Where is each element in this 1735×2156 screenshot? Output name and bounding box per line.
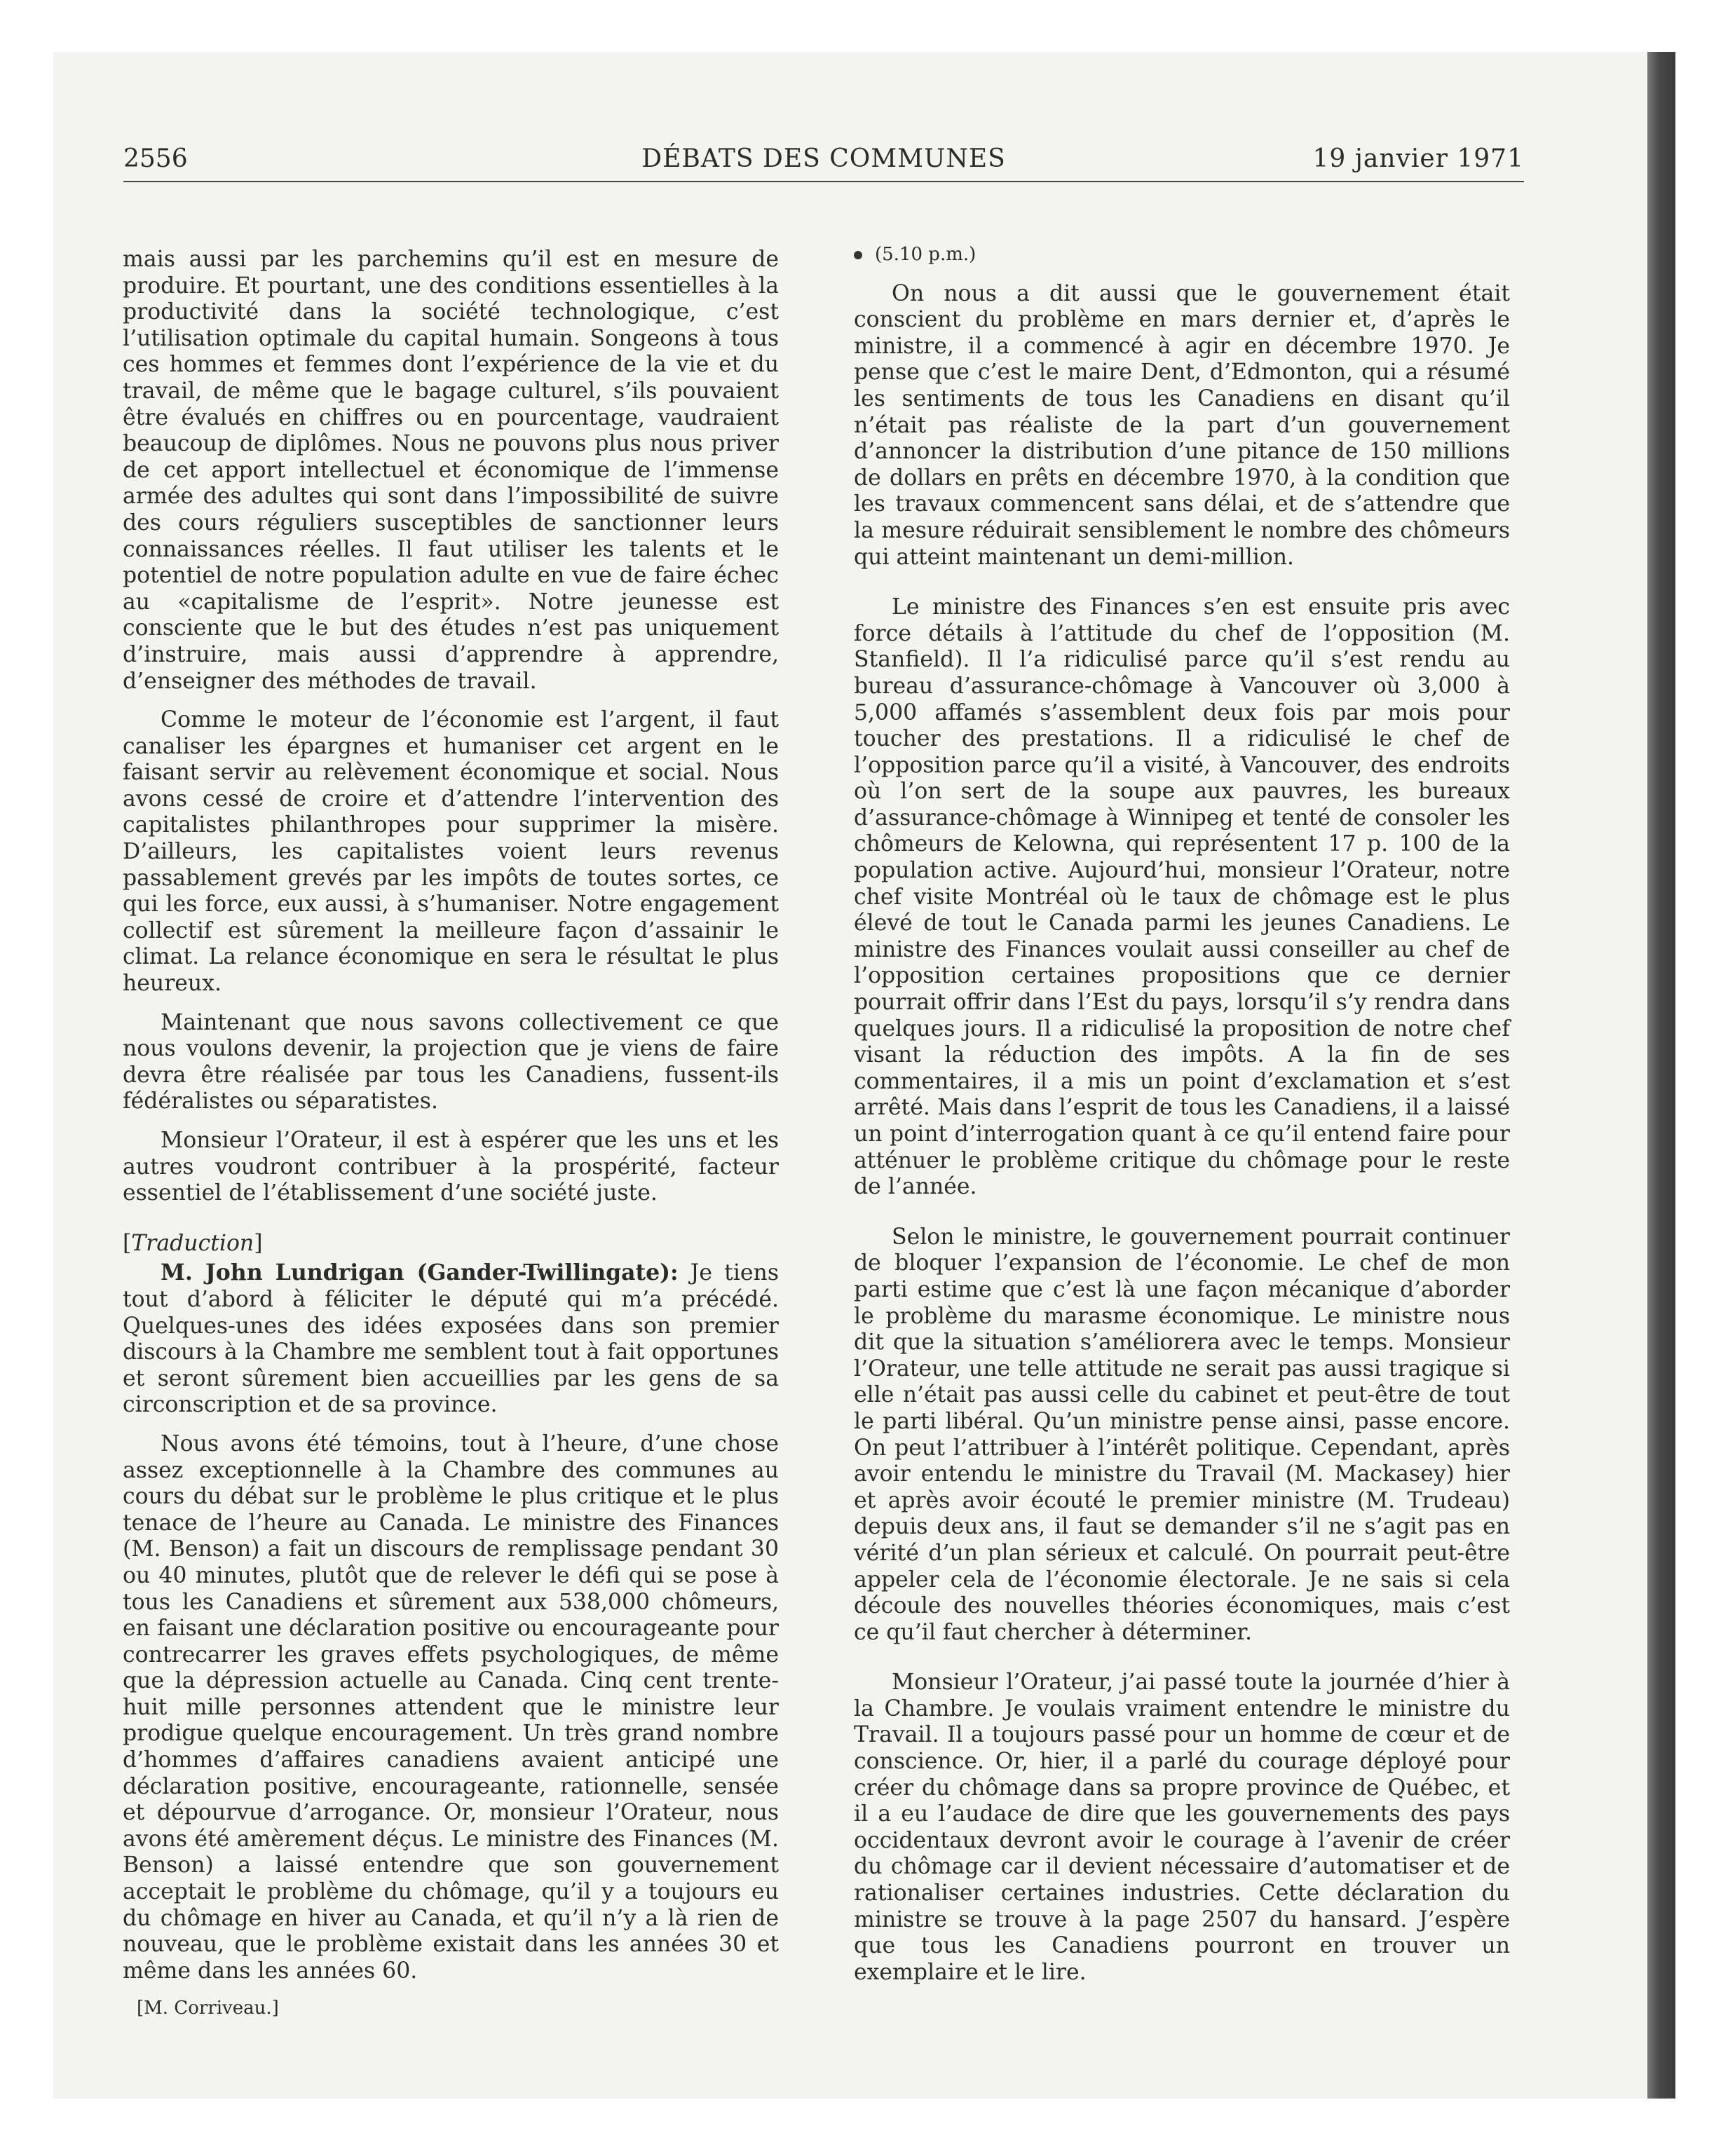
paragraph: On nous a dit aussi que le gouvernement était conscient du problème en mars dernier et, d’après le ministre, il a commencé à agir en décembre 1970. Je pense que c’est le maire Dent, d’Edmonton, qui a résumé les sentiments de tous les Canadiens en disant qu’il n’était pas réaliste de la part d’un gouvernement d’annoncer la distribution d’une pitance de 150 millions de dollars en prêts en décembre 1970, à la condition que les travaux commencent sans délai, et de s’attendre que la mesure réduirait sensiblement le nombre des chômeurs qui atteint maintenant un demi-million. [854, 280, 1510, 570]
paragraph: Nous avons été témoins, tout à l’heure, d’une chose assez exceptionnelle à la Chambre des communes au cours du débat sur le problème le plus critique et le plus tenace de l’heure au Canada. Le ministre des Finances (M. Benson) a fait un discours de remplissage pendant 30 ou 40 minutes, plutôt que de relever le défi qui se pose à tous les Canadiens et sûrement aux 538,000 chômeurs, en faisant une déclaration positive ou encourageante pour contrecarrer les graves effets psychologiques, de même que la dépression actuelle au Canada. Cinq cent trente-huit mille personnes attendent que le ministre leur prodigue quelque encouragement. Un très grand nombre d’hommes d’affaires canadiens avaient anticipé une déclaration positive, encourageante, rationnelle, sensée et dépourvue d’arrogance. Or, monsieur l’Orateur, nous avons été amèrement déçus. Le ministre des Finances (M. Benson) a laissé entendre que son gouvernement acceptait le problème du chômage, qu’il y a toujours eu du chômage en hiver au Canada, et qu’il n’y a là rien de nouveau, que le problème existait dans les années 30 et même dans les années 60. [123, 1431, 779, 1984]
translation-label: Traduction [131, 1230, 254, 1256]
publication-title: DÉBATS DES COMMUNES [641, 144, 1006, 173]
left-column [123, 247, 779, 2022]
translation-note: [Traduction] [123, 1230, 263, 1256]
paragraph: Le ministre des Finances s’en est ensuite pris avec force détails à l’attitude du chef de l’opposition (M. Stanfield). Il l’a ridiculisé parce qu’il s’est rendu au bureau d’assurance-chômage à Vancouver où 3,000 à 5,000 affamés s’assemblent deux fois par mois pour toucher des prestations. Il a ridiculisé le chef de l’opposition parce qu’il a visité, à Vancouver, des endroits où l’on sert de la soupe aux pauvres, les bureaux d’assurance-chômage à Winnipeg et tenté de consoler les chômeurs de Kelowna, qui représentent 17 p. 100 de la population active. Aujourd’hui, monsieur l’Orateur, notre chef visite Montréal où le taux de chômage est le plus élevé de tout le Canada parmi les jeunes Canadiens. Le ministre des Finances voulait aussi conseiller au chef de l’opposition certaines propositions que ce dernier pourrait offrir dans l’Est du pays, lorsqu’il s’y rendra dans quelques jours. Il a ridiculisé la proposition de notre chef visant la réduction des impôts. A la fin de ses commentaires, il a mis un point d’exclamation et s’est arrêté. Mais dans l’esprit de tous les Canadiens, il a laissé un point d’interrogation quant à ce qu’il entend faire pour atténuer le problème critique du chômage pour le reste de l’année. [854, 594, 1510, 1200]
paragraph: Comme le moteur de l’économie est l’argent, il faut canaliser les épargnes et humaniser cet argent en le faisant servir au relèvement économique et social. Nous avons cessé de croire et d’attendre l’intervention des capitalistes philanthropes pour supprimer la misère. D’ailleurs, les capitalistes voient leurs revenus passablement grevés par les impôts de toutes sortes, ce qui les force, eux aussi, à s’humaniser. Notre engagement collectif est sûrement la meilleure façon d’assainir le climat. La relance économique en sera le résultat le plus heureux. [123, 707, 779, 997]
speaker-tag: [M. Corriveau.] [137, 1998, 279, 2019]
speech-paragraph: M. John Lundrigan (Gander-Twillingate): Je tiens tout d’abord à féliciter le député qui m’a précédé. Quelques-unes des idées exposées dans son premier discours à la Chambre me semblent tout à fait opportunes et seront sûrement bien accueillies par les gens de sa circonscription et de sa province. [123, 1260, 779, 1418]
right-column [854, 242, 1510, 1986]
page-number: 2556 [123, 144, 188, 173]
running-header [123, 142, 1524, 182]
book-spine-shadow [1647, 52, 1675, 2099]
sitting-date: 19 janvier 1971 [1312, 144, 1524, 173]
paragraph: mais aussi par les parchemins qu’il est en mesure de produire. Et pourtant, une des conditions essentielles à la productivité dans la société technologique, c’est l’utilisation optimale du capital humain. Songeons à tous ces hommes et femmes dont l’expérience de la vie et du travail, de même que le bagage culturel, s’ils pouvaient être évalués en chiffres ou en pourcentage, vaudraient beaucoup de diplômes. Nous ne pouvons plus nous priver de cet apport intellectuel et économique de l’immense armée des adultes qui sont dans l’impossibilité de suivre des cours réguliers susceptibles de sanctionner leurs connaissances réelles. Il faut utiliser les talents et le potentiel de notre population adulte en vue de faire échec au «capitalisme de l’esprit». Notre jeunesse est consciente que le but des études n’est pas uniquement d’instruire, mais aussi d’apprendre à apprendre, d’enseigner des méthodes de travail. [123, 247, 779, 694]
paragraph: Selon le ministre, le gouvernement pourrait continuer de bloquer l’expansion de l’économie. Le chef de mon parti estime que c’est là une façon mécanique d’aborder le problème du marasme économique. Le ministre nous dit que la situation s’améliorera avec le temps. Monsieur l’Orateur, une telle attitude ne serait pas aussi tragique si elle n’était pas aussi celle du cabinet et peut-être de tout le parti libéral. Qu’un ministre pense ainsi, passe encore. On peut l’attribuer à l’intérêt politique. Cependant, après avoir entendu le ministre du Travail (M. Mackasey) hier et après avoir écouté le premier ministre (M. Trudeau) depuis deux ans, il faut se demander s’il ne s’agit pas en vérité d’un plan sérieux et calculé. On pourrait peut-être appeler cela de l’économie électorale. Je ne sais si cela découle des nouvelles théories économiques, mais c’est ce qu’il faut chercher à déterminer. [854, 1224, 1510, 1645]
bullet-dot-icon [854, 251, 862, 259]
time-marker: (5.10 p.m.) [854, 242, 1510, 268]
speaker-name: M. John Lundrigan (Gander-Twillingate): [161, 1260, 679, 1286]
paragraph: Monsieur l’Orateur, j’ai passé toute la journée d’hier à la Chambre. Je voulais vraiment entendre le ministre du Travail. Il a toujours passé pour un homme de cœur et de conscience. Or, hier, il a parlé du courage déployé pour créer du chômage dans sa propre province de Québec, et il a eu l’audace de dire que les gouvernements des pays occidentaux devront avoir le courage à l’avenir de créer du chômage car il devient nécessaire d’automatiser et de rationaliser certaines industries. Cette déclaration du ministre se trouve à la page 2507 du hansard. J’espère que tous les Canadiens pourront en trouver un exemplaire et le lire. [854, 1670, 1510, 1985]
paragraph: Maintenant que nous savons collectivement ce que nous voulons devenir, la projection que je viens de faire devra être réalisée par tous les Canadiens, fussent-ils fédéralistes ou séparatistes. [123, 1009, 779, 1114]
paragraph: Monsieur l’Orateur, il est à espérer que les uns et les autres voudront contribuer à la prospérité, facteur essentiel de l’établissement d’une société juste. [123, 1128, 779, 1206]
